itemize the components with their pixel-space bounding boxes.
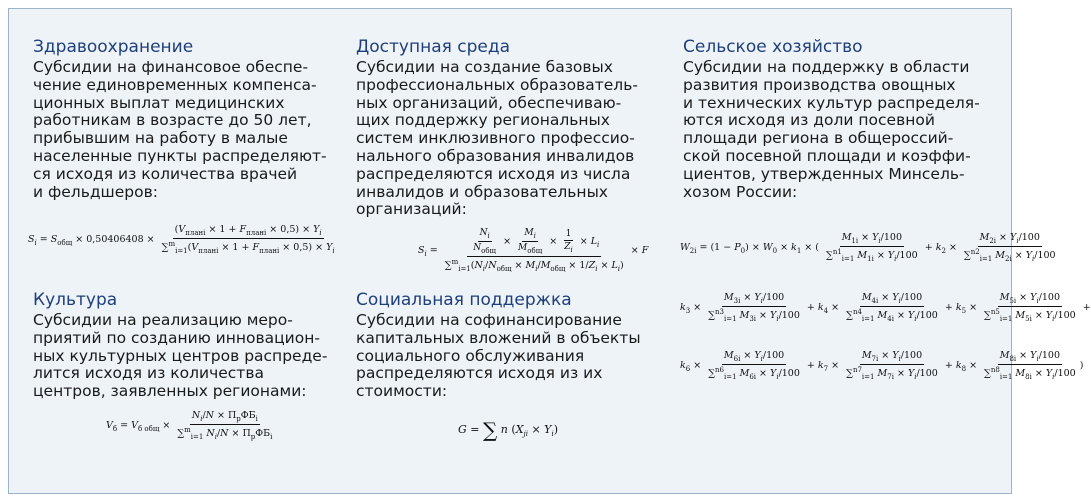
section-title: Доступная среда (356, 37, 511, 57)
section-title: Социальная поддержка (356, 290, 572, 310)
section-body: Субсидии на финансовое обеспе- чение единовременных компенса- ционных выплат медицинских работникам в возрасте до 50 лет, прибывшим на работу в малые населенные пункты распределяют- ся исходя из количества врачей и фельдшеров: (33, 58, 327, 201)
section-body: Субсидии на реализацию меро- приятий по созданию инновацион- ных культурных центров распреде- лится исходя из количества центров, заявленных регионами: (33, 311, 328, 401)
section-culture (33, 290, 333, 401)
section-title: Культура (33, 290, 118, 310)
section-body: Субсидии на софинансирование капитальных вложений в объекты социального обслуживания распределяются исходя из их стоимости: (356, 311, 641, 401)
formula-social: G = ∑ n $(X_{ji} \times Y_i)$ (458, 418, 558, 442)
section-agriculture (683, 37, 993, 201)
section-social (356, 290, 656, 401)
formula-agri-line3: $k_6$ × $\frac{M_{6i} \times Y_i/100}{\sum^{n6}_{i=1} M_{6i} \times Y_i/100}$ + $k_7$ × $\frac{M_{7i} \times Y_i/100}{\sum^{n7}_{i=1} M_{7i} \times Y_i/100}$ + $k_8$ × $\frac{M_{8i} \times Y_i/100}{\sum^{n8}_{i=1} M_{8i} \times Y_i/100}$ ) (680, 350, 1084, 381)
formula-health: $S_i = S_{общ} \times 0,50406408$ × $(V_{планi} \times 1 + F_{планi} \times 0,5) \times Y_i$ $\sum^m_{i=1}(V_{планi} \times 1 + F_{планi} \times 0,5) \times Y_i$ (28, 224, 335, 255)
formula-agri-line2: $k_3$ × $\frac{M_{3i} \times Y_i/100}{\sum^{n3}_{i=1} M_{3i} \times Y_i/100}$ + $k_4$ × $\frac{M_{4i} \times Y_i/100}{\sum^{n4}_{i=1} M_{4i} \times Y_i/100}$ + $k_5$ × $\frac{M_{5i} \times Y_i/100}{\sum^{n5}_{i=1} M_{5i} \times Y_i/100}$ + (680, 292, 1091, 323)
section-body: Субсидии на создание базовых профессиональных образователь- ных организаций, обеспечиваю- щих поддержку региональных систем инклюзивного профессио- нального образования инвалидов распределяются исходя из числа инвалидов и образовательных организаций: (356, 58, 638, 219)
section-title: Здравоохранение (33, 37, 194, 57)
section-health (33, 37, 333, 201)
formula-agri-line1: $W_{2i} = (1 - P_0) \times W_0 \times k_1$ × ( $\frac{M_{1i} \times Y_i/100}{\sum^{n1}_{i=1} M_{1i} \times Y_i/100}$ + $k_2$ × $\frac{M_{2i} \times Y_i/100}{\sum^{n2}_{i=1} M_{2i} \times Y_i/100}$ (680, 232, 1056, 263)
section-access (356, 37, 656, 219)
section-body: Субсидии на поддержку в области развития производства овощных и технических культур распределя- ются исходя из доли посевной площади региона в общероссий- ской посевной площади и коэффи- циентов, утвержденных Минсель- хозом России: (683, 58, 980, 201)
section-title: Сельское хозяйство (683, 37, 863, 57)
formula-culture: $V_б = V_{б общ}$ × $N_i/N \times П_рФБ_i$ ∑$^m_{i=1}$ $N_i/N \times П_рФБ_i$ (106, 410, 273, 441)
formula-access: $S_i$ = $N_i$ $N_{общ}$ × $M_i$ $M_{общ}$ × $\frac{1}{Z_i}$ × $L_i$ $\sum^m_{i=1}(N_i/N_{общ} \times M_i/M_{общ} \times 1/Z_i \times L_i)$ × F (418, 228, 649, 273)
